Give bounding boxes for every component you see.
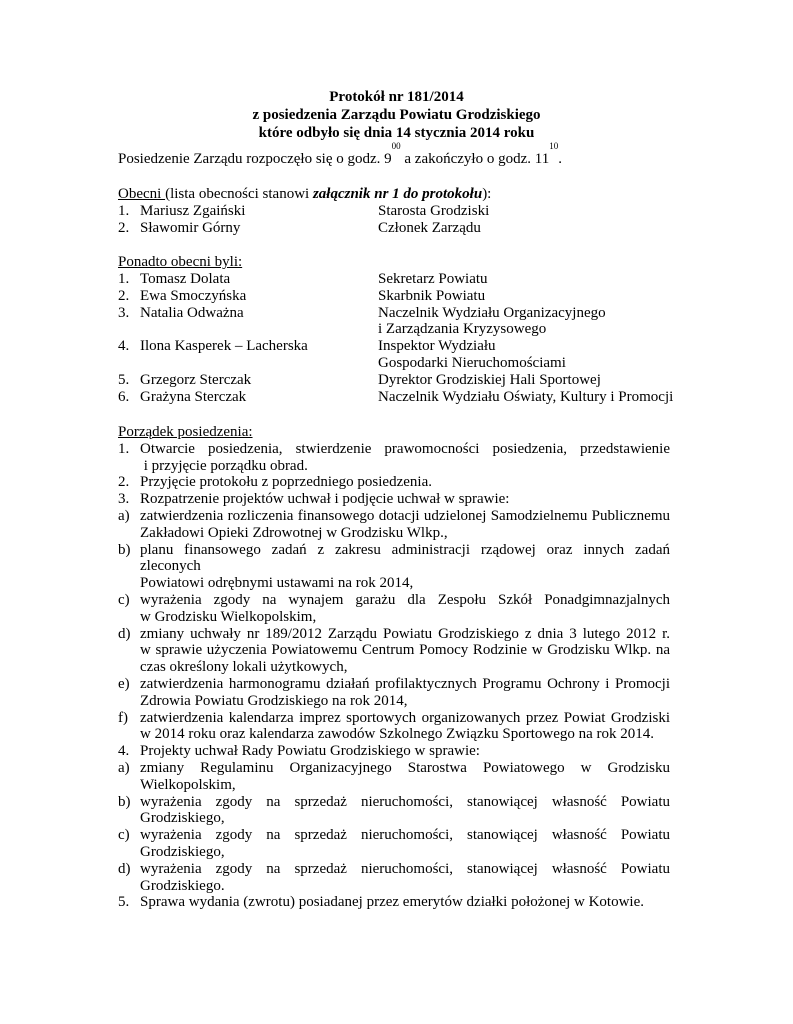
others-row-role-cont: i Zarządzania Kryzysowego	[378, 321, 547, 338]
agenda-subitem-letter: a)	[118, 507, 130, 524]
agenda-item-text: Projekty uchwał Rady Powiatu Grodziskiego w sprawie:	[140, 743, 480, 760]
agenda-item-text-block	[140, 441, 670, 475]
agenda-item	[118, 894, 670, 911]
agenda-item-number: 5.	[118, 894, 130, 911]
agenda-subitem-text-cont: w Grodzisku Wielkopolskim,	[140, 608, 317, 625]
agenda-subitem-letter: e)	[118, 675, 130, 692]
agenda-subitem-letter: a)	[118, 759, 130, 776]
others-row-role: Naczelnik Wydziału Organizacyjnego	[378, 304, 606, 321]
others-row-number: 1.	[118, 271, 130, 287]
agenda-subitem-text-cont: czas określony lokali użytkowych,	[140, 659, 348, 676]
agenda-subitem-text-block	[140, 760, 670, 794]
start-minutes: 00	[391, 141, 401, 151]
others-row-role-cont: Gospodarki Nieruchomościami	[378, 354, 566, 371]
present-row-role: Starosta Grodziski	[378, 203, 490, 219]
others-heading: Ponadto obecni byli:	[118, 254, 243, 270]
others-row-name: Grażyna Sterczak	[140, 388, 247, 405]
agenda-subitem-text: planu finansowego zadań z zakresu administracji rządowej oraz innych zadań zleconych	[140, 541, 670, 575]
others-row	[118, 288, 678, 305]
agenda-subitem-letter: b)	[118, 793, 131, 810]
present-row-name: Mariusz Zgaiński	[140, 203, 246, 219]
agenda-item-text: Sprawa wydania (zwrotu) posiadanej przez emerytów działki położonej w Kotowie.	[140, 894, 644, 911]
opening-sentence	[118, 141, 562, 168]
agenda-subitem-text-cont: Zakładowi Opieki Zdrowotnej w Grodzisku Wlkp.,	[140, 524, 448, 541]
others-row	[118, 271, 678, 288]
agenda-subitem-text: wyrażenia zgody na sprzedaż nieruchomości, stanowiącej własność Powiatu	[140, 827, 670, 844]
others-row-name: Ilona Kasperek – Lacherska	[140, 338, 308, 355]
agenda-subitem-letter: c)	[118, 591, 130, 608]
agenda-subitem-text: zatwierdzenia rozliczenia finansowego dotacji udzielonej Samodzielnemu Publicznemu	[140, 507, 670, 524]
agenda-item-number: 4.	[118, 743, 130, 760]
agenda-item	[118, 474, 670, 491]
present-heading-end: ):	[482, 186, 492, 202]
agenda-subitem-text-block	[140, 861, 670, 895]
others-row-name: Natalia Odważna	[140, 304, 244, 321]
agenda-subitem-text-block	[140, 542, 670, 592]
agenda-subitem	[118, 542, 670, 592]
present-heading	[118, 186, 491, 203]
opening-mid: a zakończyło o godz. 11	[400, 151, 550, 167]
agenda-item	[118, 491, 670, 508]
others-row-role: Sekretarz Powiatu	[378, 271, 488, 287]
others-row	[118, 389, 678, 406]
agenda-heading: Porządek posiedzenia:	[118, 424, 253, 440]
agenda-subitem-text-cont: w 2014 roku oraz kalendarza zawodów Szkolnego Związku Sportowego na rok 2014.	[140, 726, 655, 743]
agenda-subitem-text: wyrażenia zgody na wynajem garażu dla Zespołu Szkół Ponadgimnazjalnych	[140, 591, 670, 608]
protocol-date: które odbyło się dnia 14 stycznia 2014 roku	[258, 125, 535, 141]
present-heading-text: (lista obecności stanowi	[165, 186, 313, 202]
agenda-item-number: 3.	[118, 491, 130, 508]
others-row-number: 2.	[118, 287, 130, 304]
agenda-subitem-text: zmiany Regulaminu Organizacyjnego Starostwa Powiatowego w Grodzisku	[140, 759, 670, 776]
others-row-role: Inspektor Wydziału	[378, 338, 496, 355]
document-header	[0, 88, 793, 142]
present-row-number: 1.	[118, 203, 130, 219]
others-row	[118, 372, 678, 389]
agenda-item-number: 1.	[118, 440, 130, 457]
agenda-subitem-text-cont: Grodziskiego,	[140, 843, 225, 860]
present-row-role: Członek Zarządu	[378, 219, 481, 236]
agenda-subitem	[118, 710, 670, 744]
agenda-subitem-letter: f)	[118, 709, 128, 726]
agenda-subitem-letter: d)	[118, 860, 131, 877]
agenda-subitem-text-block	[140, 794, 670, 828]
agenda-subitem-text: zmiany uchwały nr 189/2012 Zarządu Powiatu Grodziskiego z dnia 3 lutego 2012 r.	[140, 625, 670, 642]
agenda-subitem-text-block	[140, 626, 670, 676]
agenda-subitem	[118, 592, 670, 626]
agenda-item-number: 2.	[118, 474, 130, 491]
present-row-number: 2.	[118, 219, 130, 236]
others-row-role: Skarbnik Powiatu	[378, 287, 486, 304]
others-row-name: Tomasz Dolata	[140, 271, 231, 287]
present-row	[118, 203, 678, 220]
agenda-item-text-cont: i przyjęcie porządku obrad.	[140, 457, 308, 474]
agenda-subitem-text-cont: w sprawie użyczenia Powiatowemu Centrum Pomocy Rodzinie w Grodzisku Wlkp. na	[140, 642, 670, 659]
agenda-subitem-text: zatwierdzenia harmonogramu działań profilaktycznych Programu Ochrony i Promocji	[140, 675, 670, 692]
present-heading-underlined: Obecni	[118, 186, 166, 202]
others-row-number: 5.	[118, 371, 130, 388]
others-row	[118, 338, 678, 372]
agenda-subitem-text-cont: Grodziskiego.	[140, 877, 225, 894]
others-row-number: 6.	[118, 388, 130, 405]
agenda-subitem	[118, 626, 670, 676]
agenda-subitem	[118, 794, 670, 828]
agenda-subitem-text: wyrażenia zgody na sprzedaż nieruchomości, stanowiącej własność Powiatu	[140, 860, 670, 877]
others-row-name: Ewa Smoczyńska	[140, 287, 247, 304]
agenda-subitem-text-block	[140, 710, 670, 744]
agenda-subitem-letter: b)	[118, 541, 131, 558]
agenda-subitem-text: wyrażenia zgody na sprzedaż nieruchomości, stanowiącej własność Powiatu	[140, 793, 670, 810]
agenda-subitem-text-cont: Wielkopolskim,	[140, 776, 236, 793]
agenda-subitem-text-cont: Zdrowia Powiatu Grodziskiego na rok 2014,	[140, 692, 408, 709]
agenda-item-text: Otwarcie posiedzenia, stwierdzenie prawomocności posiedzenia, przedstawienie	[140, 440, 670, 457]
attachment-reference: załącznik nr 1 do protokołu	[312, 186, 483, 202]
agenda	[118, 424, 670, 911]
agenda-subitem-text-block	[140, 592, 670, 626]
agenda-subitem	[118, 827, 670, 861]
present-row-name: Sławomir Górny	[140, 219, 241, 236]
agenda-subitem-letter: d)	[118, 625, 131, 642]
agenda-subitem-text: zatwierdzenia kalendarza imprez sportowych organizowanych przez Powiat Grodziski	[140, 709, 670, 726]
others-row-name: Grzegorz Sterczak	[140, 371, 252, 388]
agenda-subitem-text-block	[140, 676, 670, 710]
others-row-role-block	[378, 305, 678, 339]
protocol-subtitle: z posiedzenia Zarządu Powiatu Grodziskiego	[252, 107, 541, 123]
present-row	[118, 220, 678, 237]
agenda-item	[118, 441, 670, 475]
others-row-role: Dyrektor Grodziskiej Hali Sportowej	[378, 371, 601, 388]
agenda-subitem	[118, 508, 670, 542]
end-minutes: 10	[549, 141, 559, 151]
opening-pre: Posiedzenie Zarządu rozpoczęło się o godz. 9	[118, 151, 392, 167]
agenda-item-text: Przyjęcie protokołu z poprzedniego posiedzenia.	[140, 474, 432, 491]
agenda-subitem-text-block	[140, 827, 670, 861]
others-list	[118, 271, 678, 405]
agenda-item	[118, 743, 670, 760]
others-row-role-block	[378, 338, 678, 372]
agenda-subitem-text-cont: Powiatowi odrębnymi ustawami na rok 2014,	[140, 575, 414, 592]
agenda-subitem	[118, 676, 670, 710]
others-row	[118, 305, 678, 339]
agenda-subitem-text-block	[140, 508, 670, 542]
agenda-subitem-letter: c)	[118, 827, 130, 844]
agenda-subitem	[118, 861, 670, 895]
others-row-number: 4.	[118, 338, 130, 355]
agenda-subitem	[118, 760, 670, 794]
agenda-subitem-text-cont: Grodziskiego,	[140, 810, 225, 827]
opening-post: .	[558, 151, 562, 167]
others-row-number: 3.	[118, 304, 130, 321]
agenda-item-text: Rozpatrzenie projektów uchwał i podjęcie uchwał w sprawie:	[140, 491, 510, 508]
present-list	[118, 203, 678, 237]
others-row-role: Naczelnik Wydziału Oświaty, Kultury i Promocji	[378, 388, 674, 405]
protocol-title: Protokół nr 181/2014	[329, 89, 464, 105]
